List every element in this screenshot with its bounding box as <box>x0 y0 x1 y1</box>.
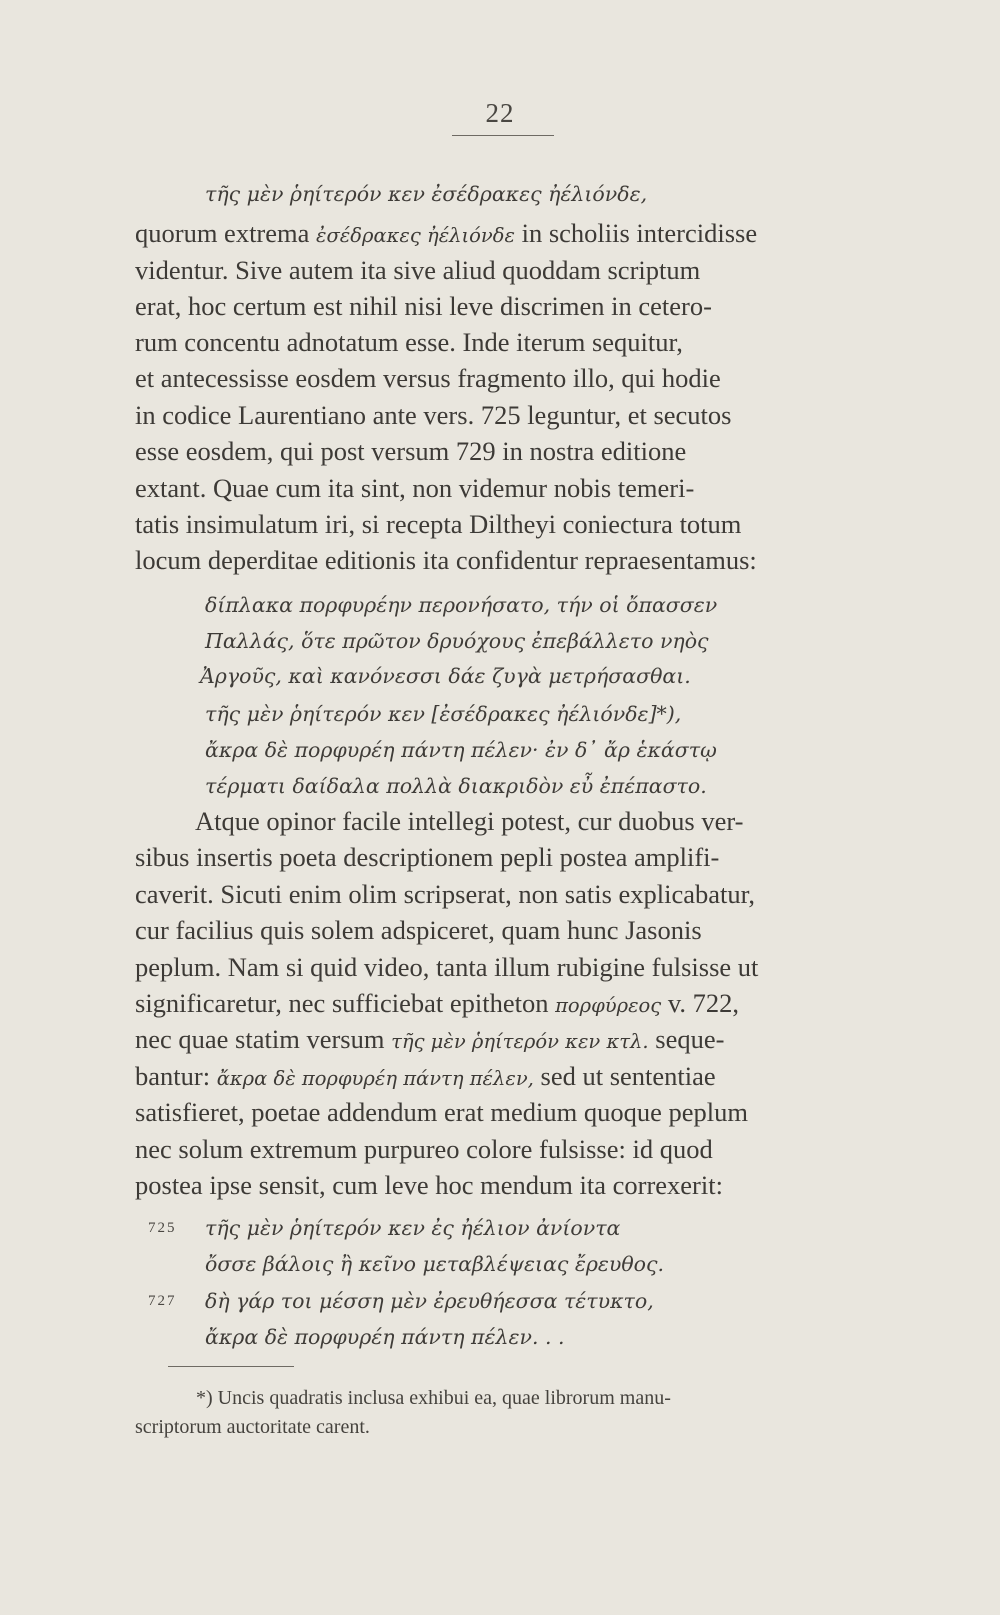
text-line: sibus insertis poeta descriptionem pepli postea amplifi- <box>135 842 720 872</box>
text-line: postea ipse sensit, cum leve hoc mendum ita correxerit: <box>135 1170 723 1200</box>
text-line: nec solum extremum purpureo colore fulsisse: id quod <box>135 1134 713 1164</box>
greek-verse-line: Ἀργοῦς, καὶ κανόνεσσι δάε ζυγὰ μετρήσασθαι. <box>200 664 691 688</box>
footnote-line: scriptorum auctoritate carent. <box>135 1416 370 1438</box>
text-line: cur facilius quis solem adspiceret, quam hunc Jasonis <box>135 915 702 945</box>
greek-phrase: ἄκρα δὲ πορφυρέη πάντη πέλεν, <box>216 1067 534 1090</box>
text-line: caverit. Sicuti enim olim scripserat, non satis explicabatur, <box>135 879 756 909</box>
text-line: extant. Quae cum ita sint, non videmur nobis temeri- <box>135 473 695 503</box>
footnote-line: *) Uncis quadratis inclusa exhibui ea, quae librorum manu- <box>196 1387 671 1409</box>
greek-verse-line: δὴ γάρ τοι μέσση μὲν ἐρευθήεσσα τέτυκτο, <box>205 1289 654 1313</box>
text-line <box>135 986 739 1023</box>
line-text: significaretur, nec sufficiebat epitheton <box>135 988 556 1018</box>
greek-phrase: ἐσέδρακες ἠέλιόνδε <box>316 224 515 247</box>
text-line <box>135 216 757 253</box>
greek-phrase: τῆς μὲν ῥηίτερόν κεν κτλ. <box>391 1030 649 1053</box>
line-text: sed ut sententiae <box>533 1061 716 1091</box>
text-line: tatis insimulatum iri, si recepta Diltheyi coniectura totum <box>135 509 742 539</box>
greek-verse-line: τῆς μὲν ῥηίτερόν κεν ἐς ἠέλιον ἀνίοντα <box>205 1216 621 1240</box>
page-number: 22 <box>485 98 515 128</box>
line-text: quorum extrema <box>135 218 317 248</box>
greek-phrase: πορφύρεος <box>555 994 662 1017</box>
text-line: Atque opinor facile intellegi potest, cur duobus ver- <box>195 806 744 836</box>
text-line: satisfieret, poetae addendum erat medium quoque peplum <box>135 1097 748 1127</box>
text-line: in codice Laurentiano ante vers. 725 leguntur, et secutos <box>135 400 732 430</box>
text-line: peplum. Nam si quid video, tanta illum rubigine fulsisse ut <box>135 952 759 982</box>
text-line: erat, hoc certum est nihil nisi leve discrimen in cetero- <box>135 291 712 321</box>
greek-verse-line: δίπλακα πορφυρέην περονήσατο, τήν οἱ ὄπασσεν <box>205 593 718 617</box>
greek-verse-line: ὄσσε βάλοις ἢ κεῖνο μεταβλέψειας ἔρευθος. <box>205 1252 665 1276</box>
line-text: in scholiis intercidisse <box>514 218 758 248</box>
text-line <box>135 1022 724 1059</box>
verse-number: 725 <box>148 1220 177 1236</box>
line-text: seque- <box>648 1024 725 1054</box>
text-line: videntur. Sive autem ita sive aliud quoddam scriptum <box>135 255 701 285</box>
greek-verse-line: τῆς μὲν ῥηίτερόν κεν [ἐσέδρακες ἠέλιόνδε]*), <box>205 702 682 726</box>
greek-verse-line: ἄκρα δὲ πορφυρέη πάντη πέλεν. . . <box>205 1325 565 1349</box>
header-rule <box>452 135 554 136</box>
greek-epigraph: τῆς μὲν ῥηίτερόν κεν ἐσέδρακες ἠέλιόνδε, <box>205 182 648 206</box>
line-text: bantur: <box>135 1061 217 1091</box>
greek-verse-line: Παλλάς, ὅτε πρῶτον δρυόχους ἐπεβάλλετο νηὸς <box>205 629 709 653</box>
greek-verse-line: ἄκρα δὲ πορφυρέη πάντη πέλεν· ἐν δ᾽ ἄρ ἑκάστῳ <box>205 738 717 762</box>
text-line: esse eosdem, qui post versum 729 in nostra editione <box>135 436 687 466</box>
text-line: et antecessisse eosdem versus fragmento illo, qui hodie <box>135 363 721 393</box>
text-line <box>135 1059 716 1096</box>
verse-number: 727 <box>148 1293 177 1309</box>
line-text: v. 722, <box>661 988 739 1018</box>
text-line: rum concentu adnotatum esse. Inde iterum sequitur, <box>135 327 683 357</box>
greek-verse-line: τέρματι δαίδαλα πολλὰ διακριδὸν εὖ ἐπέπαστο. <box>205 774 707 798</box>
footnote-rule <box>168 1366 294 1367</box>
line-text: nec quae statim versum <box>135 1024 392 1054</box>
text-line: locum deperditae editionis ita confidentur repraesentamus: <box>135 545 757 575</box>
